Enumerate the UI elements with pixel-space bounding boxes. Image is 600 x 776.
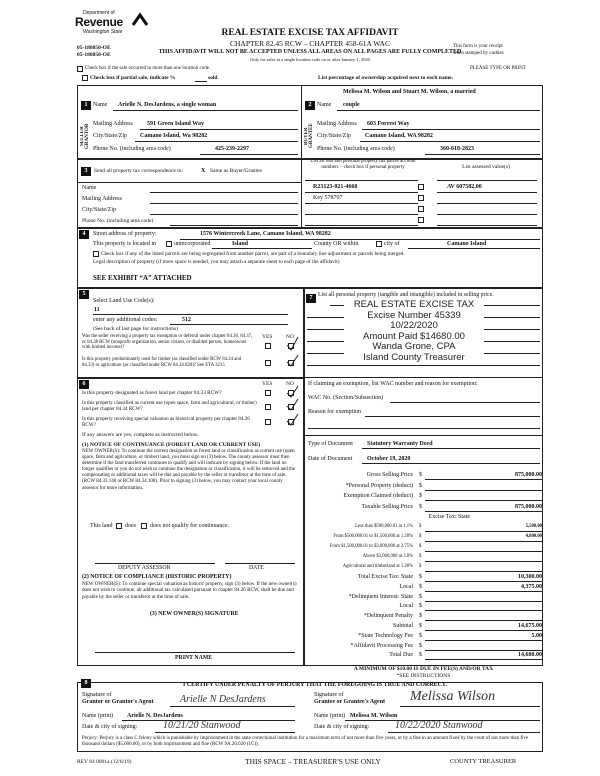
unincorporated-checkbox[interactable] [166,241,172,247]
partial-sold-label: sold [208,75,218,81]
send-correspondence-label: Send all property tax correspondence to: [94,168,184,174]
rev-number: REV 84 0001a (12/6/19) [77,759,132,765]
assessed-value-1[interactable]: AV 607582.00 [447,184,482,190]
calc-label: Subtotal [392,623,413,629]
seller-phone-label: Phone No. (including area code) [93,146,171,152]
calc-label: From $500,000.01 to $1,500,000 at 1.28% [333,534,413,539]
s6-q1: Is this property designated as forest land per chapter 84.33 RCW? [82,390,222,396]
s5-no-header: NO [286,334,294,340]
calc-label: Less than $500,000.01 at 1.1% [355,524,413,529]
s5-q2: Is this property predominantly used for timber (as classified under RCW 84.34 and 84.33) or agriculture (as classified under RCW 84.34.020)? See ETA 3215 [82,357,242,368]
calc-label: Taxable Selling Price [361,503,413,510]
calc-underline [425,571,542,572]
reason-label: Reason for exemption [308,409,361,415]
notice-compliance-title: (2) NOTICE OF COMPLIANCE (HISTORIC PROPERTY) [82,574,232,580]
multi-location-checkbox[interactable] [77,66,83,72]
calc-underline [425,531,542,532]
correspondence-name-label: Name [82,185,97,191]
form-code-1: 05-180850-OE [77,45,111,51]
section-5-number: 5 [79,290,89,299]
grantor-date-city[interactable]: 10/21/20 Stanwood [163,720,241,731]
calc-currency: $ [419,623,422,629]
calc-value[interactable]: 10,300.00 [518,574,542,580]
buyer-name-line1[interactable]: Melissa M. Wilson and Stuart M. Wilson, a married [343,89,476,95]
form-title: REAL ESTATE EXCISE TAX AFFIDAVIT [221,28,399,38]
calc-label: Total Excise Tax: State [357,574,413,580]
s6-q2: Is this property classified as current use (open space, farm and agricultural, or timber) land per chapter 84.34 RCW? [82,400,257,412]
section-7-number: 7 [306,294,316,303]
calc-currency: $ [419,534,422,539]
partial-sale-checkbox[interactable] [82,75,88,81]
receipt-note-1: This form is your receipt [453,44,503,49]
calc-underline [425,650,542,651]
s5-q2-yes-checkbox[interactable] [265,360,271,366]
see-instructions: *SEE INSTRUCTIONS [396,673,451,679]
buyer-phone-label: Phone No. (including area code) [317,146,395,152]
county-name[interactable]: Island [232,241,249,247]
calc-underline [425,490,542,491]
section-8-number: 8 [81,679,91,688]
additional-codes[interactable]: 512 [182,317,191,323]
calc-currency: $ [419,554,422,559]
this-land-label: This land [90,523,113,529]
calc-underline [425,640,542,641]
stamp-line-5: Wanda Grone, CPA [372,341,456,352]
treasurer-stamp [344,300,484,363]
buyer-name-label: Name [317,102,332,108]
exhibit-a: SEE EXHIBIT “A” ATTACHED [93,274,192,282]
parcel-1[interactable]: R23123-021-4660 [313,184,358,190]
section-1-number: 1 [81,101,91,110]
grantor-date-label: Date & city of signing: [82,724,138,730]
calc-currency: $ [419,493,422,499]
calc-currency: $ [419,472,422,478]
calc-currency: $ [419,593,422,600]
calc-currency: $ [419,482,422,489]
parcel-1-personal-checkbox[interactable] [418,184,424,190]
county-treasurer: COUNTY TREASURER [450,758,517,765]
calc-label: Local [399,583,413,590]
calc-currency: $ [419,603,422,610]
buyer-mailing[interactable]: 603 Forrest Way [367,121,410,127]
calc-label: *Personal Property (deduct) [345,482,413,489]
type-doc-label: Type of Document [308,441,353,447]
certify-statement: I CERTIFY UNDER PENALTY OF PERJURY THAT THE FOREGOING IS TRUE AND CORRECT. [182,682,447,688]
street-address[interactable]: 1576 Wintercreek Lane, Camano Island, WA 98282 [200,231,331,237]
please-type: PLEASE TYPE OR PRINT [470,66,526,71]
city-name[interactable]: Camano Island [447,241,487,247]
parcel-3-personal-checkbox[interactable] [418,206,424,212]
calc-underline [425,601,542,602]
grantor-sig-label-1: Signature of [82,692,112,698]
buyer-side-label: BUYER GRANTEE [304,123,314,149]
grantor-name-label: Name (print) [82,713,114,719]
calc-label: Local [399,603,413,610]
stamp-line-6: Island County Treasurer [363,351,465,363]
seller-mailing-label: Mailing Address [93,121,133,127]
notice-continuance-body: NEW OWNER(S): To continue the current designation as forest land or classification as current use (open space, farm and agriculture, or timber) land, you must sign on (3) below. The county assessor must then determine if the land transferred continues to qualify and will indicate by signing below. If the land no longer qualifies or you do not wish to continue the designation or classification, it will be removed and the compensating or additional taxes will be due and payable by the seller or transferor at the time of sale. (RCW 84.33.140 or RCW 84.34.108). Prior to signing (3) below, you may contact your local county assessor for more information. [82,449,296,491]
calc-underline [425,581,542,582]
calc-underline [425,610,542,611]
calc-underline [425,561,542,562]
unincorporated-label: unincorporated [174,241,211,247]
grantee-signature[interactable]: Melissa Wilson [410,689,496,704]
form-code-2: 05-180850-OE [77,52,111,58]
wac-label: WAC No. (Section/Subsection) [308,395,384,401]
parcel-2-personal-checkbox[interactable] [418,195,424,201]
land-does-checkbox[interactable] [116,523,122,529]
excise-tax-state-label: Excise Tax: State [428,514,470,520]
deputy-date-label: DATE [249,565,264,571]
grantee-date-label: Date & city of signing: [314,724,370,730]
calc-currency: $ [419,544,422,549]
calc-underline [425,551,542,552]
form-warning: THIS AFFIDAVIT WILL NOT BE ACCEPTED UNLESS ALL AREAS ON ALL PAGES ARE FULLY COMPLETED [158,49,462,55]
calc-value[interactable]: 875,000.00 [515,472,542,478]
dor-logo [75,10,135,42]
calc-underline [425,479,542,480]
calc-currency: $ [419,503,422,510]
calc-label: *Delinquent Interest: State [348,593,413,600]
parcel-2[interactable]: Key 578707 [313,195,343,201]
new-owner-signature-label: (3) NEW OWNER(S) SIGNATURE [150,611,239,617]
same-as-buyer-checkbox[interactable] [201,168,209,174]
buyer-mailing-label: Mailing Address [317,121,357,127]
form-only-for: Only for sales in a single location code on or after January 1, 2020 [250,57,370,62]
stamp-line-2: Excise Number 45339 [367,309,461,321]
s6-q3: Is this property receiving special valuation as historical property per chapter 84.26 RCW? [82,416,250,428]
calc-underline [425,511,542,512]
s6-q2-yes-checkbox[interactable] [265,404,271,410]
receipt-note-2: when stamped by cashier. [453,51,505,56]
seller-phone[interactable]: 425-239-2297 [215,146,249,152]
calc-underline [425,591,542,592]
seller-name[interactable]: Arielle N. DesJardens, a single woman [118,102,217,108]
calc-value[interactable]: 14,675.00 [518,623,542,629]
segregated-checkbox[interactable] [93,251,99,257]
s6-q1-yes-checkbox[interactable] [265,390,271,396]
calc-currency: $ [419,642,422,649]
grantor-sig-label-2: Grantor or Grantor's Agent [82,699,154,705]
calc-currency: $ [419,583,422,590]
s6-q3-no-check-icon [285,413,299,427]
street-address-label: Street address of property: [93,231,157,237]
seller-side-label: SELLER GRANTOR [80,123,90,149]
assessed-value-header: List assessed value(s) [462,164,510,170]
s6-q1-no-check-icon [285,385,299,399]
within-city-checkbox[interactable] [376,241,382,247]
stamp-line-3: 10/22/2020 [390,320,438,331]
calc-underline [425,630,542,631]
s5-q2-no-check-icon [285,354,299,368]
land-does-not-checkbox[interactable] [141,523,147,529]
notice-continuance-title: (1) NOTICE OF CONTINUANCE (FOREST LAND OR CURRENT USE) [82,442,261,448]
seller-city[interactable]: Camano Island, Wa 98282 [140,133,208,139]
county-or-label: County OR within [314,241,359,247]
s6-if-yes: If any answers are yes, complete as instructed below. [82,432,199,438]
s5-yes-header: YES [262,334,273,340]
section-3-number: 3 [81,167,91,176]
calc-underline [425,620,542,621]
seller-name-label: Name [93,102,108,108]
calc-label: Agricultural and timberland at 1.28% [342,564,413,569]
date-doc[interactable]: October 19, 2020 [367,456,411,462]
buyer-city-label: City/State/Zip [317,133,351,139]
does-not-label: does not qualify for continuance. [150,523,230,529]
calc-label: Gross Selling Price [366,472,413,478]
s5-q1: Was the seller receiving a property tax exemption or deferral under chapter 84.36, 84.37, or 84.38 RCW (nonprofit organization, senior citizen, or disabled person, homeowner with limited income)? [82,334,253,350]
grantee-sig-label-2: Grantee or Grantee's Agent [314,699,386,705]
logo-mark-icon [131,11,149,29]
section-4-number: 4 [79,230,89,239]
treasurer-use: THIS SPACE – TREASURER'S USE ONLY [245,757,381,766]
calc-currency: $ [419,652,422,659]
print-name-label: PRINT NAME [175,655,213,661]
grantee-date-city[interactable]: 10/22/2020 Stanwood [395,720,483,731]
calc-value[interactable]: 4,375.00 [521,583,542,590]
multi-location-label: Check box if the sale occurred in more than one location code. [85,66,211,71]
parcel-4-personal-checkbox[interactable] [418,217,424,223]
segregated-label: Check box if any of the listed parcels are being segregated from another parcel, are part of a boundary line adjustment or parcels being merged. [101,251,405,257]
s6-q2-no-check-icon [285,398,299,412]
exemption-label: If claiming an exemption, list WAC number and reason for exemption: [308,381,478,387]
calc-underline [425,500,542,501]
personal-property-label: List all personal property (tangible and intangible) included in selling price. [318,292,494,298]
calc-underline [425,541,542,542]
logo-state: Washington State [83,29,123,35]
logo-dept: Department of [83,10,115,16]
grantor-signature[interactable]: Arielle N DesJardens [180,694,266,705]
calc-label: *Delinquent Penalty [363,613,413,620]
partial-sale-label: Check box if partial sale, indicate % [90,75,176,81]
same-as-buyer-label: Same as Buyer/Grantee [210,168,262,174]
does-label: does [125,523,136,529]
same-as-buyer-check: X [201,168,206,174]
calc-label: From $1,500,000.01 to $3,000,000 at 2.75% [329,544,413,549]
additional-codes-label: enter any additional codes: [93,317,158,323]
s6-q3-yes-checkbox[interactable] [265,419,271,425]
s5-q1-yes-checkbox[interactable] [265,343,271,349]
buyer-phone[interactable]: 360-618-2823 [440,146,474,152]
deputy-assessor-label: DEPUTY ASSESSOR [118,565,171,571]
form-chapter: CHAPTER 82.45 RCW – CHAPTER 458-61A WAC [230,39,390,48]
seller-mailing[interactable]: 591 Green Island Way [147,121,204,127]
calc-label: *State Technology Fee [358,632,413,639]
stamp-line-4: Amount Paid $14680.00 [363,330,465,342]
calc-label: Exemption Claimed (deduct) [343,493,413,499]
perjury-notice: Perjury: Perjury is a class C felony which is punishable by imprisonment in the state correctional institution for a maximum term of not more than five years, or by a fine in an amount fixed by the court of not more than five thousand dollars ($5,000.00), or by both imprisonment and fine (RCW 9A.20.020 (1C)). [82,736,529,747]
see-back-label: (See back of last page for instructions) [93,326,178,332]
s5-q1-no-check-icon [285,336,299,352]
s6-yes-header: YES [262,381,273,387]
calc-value[interactable]: 14,680.00 [518,652,542,659]
calc-currency: $ [419,564,422,569]
land-use-code[interactable]: 11 [94,307,100,313]
correspondence-city-label: City/State/Zip [82,207,116,213]
land-use-label: Select Land Use Code(s): [93,298,155,304]
grantee-sig-label-1: Signature of [314,692,344,698]
logo-brand: Revenue [75,15,123,29]
parcel-column-header: List all real and personal property tax parcel account numbers – check box if personal property [310,159,416,170]
calc-currency: $ [419,574,422,580]
located-in-label: This property is located in [93,241,156,247]
seller-city-label: City/State/Zip [93,133,127,139]
correspondence-mailing-label: Mailing Address [82,196,122,202]
buyer-name-line2[interactable]: couple [343,102,360,108]
buyer-city[interactable]: Camano Island, WA 98282 [365,133,433,139]
legal-description-label: Legal description of property (if more space is needed, you may attach a separate sheet to each page of the affidavit) [93,259,340,265]
list-pct-label: List percentage of ownership acquired next to each name. [318,75,453,81]
calc-value[interactable]: 5.00 [531,632,542,639]
calc-value[interactable]: 4,800.00 [525,534,542,539]
correspondence-phone-label: Phone No. (including area code) [82,218,154,224]
date-doc-label: Date of Document [308,456,353,462]
section-6-number: 6 [79,380,89,389]
calc-label: Above $3,000,000 at 3.0% [362,554,413,559]
grantee-name[interactable]: Melissa M. Wilson [350,713,398,719]
notice-compliance-body: NEW OWNER(S): To continue special valuation as historic property, sign (3) below. If the new owner(s) does not wish to continue, all additional tax calculated pursuant to chapter 84.26 RCW, shall be due and payable by the seller or transferor at the time of sale. [82,581,297,600]
type-doc[interactable]: Statutory Warranty Deed [367,441,433,447]
calc-currency: $ [419,524,422,529]
stamp-line-1: REAL ESTATE EXCISE TAX [353,299,475,310]
grantee-name-label: Name (print) [314,713,346,719]
calc-currency: $ [419,613,422,620]
city-of-label: city of [384,241,400,247]
minimum-due: A MINIMUM OF $10.00 IS DUE IN FEE(S) AND/OR TAX [353,666,494,672]
calc-label: *Affidavit Processing Fee [350,642,413,649]
grantor-name[interactable]: Arielle N. DesJardens [127,713,183,719]
calc-underline [425,659,542,660]
s6-no-header: NO [286,381,294,387]
section-2-number: 2 [305,101,315,110]
calc-value[interactable]: 875,000.00 [515,503,542,510]
calc-value[interactable]: 5,500.00 [525,524,542,529]
calc-label: Total Due [389,652,413,659]
calc-currency: $ [419,632,422,639]
